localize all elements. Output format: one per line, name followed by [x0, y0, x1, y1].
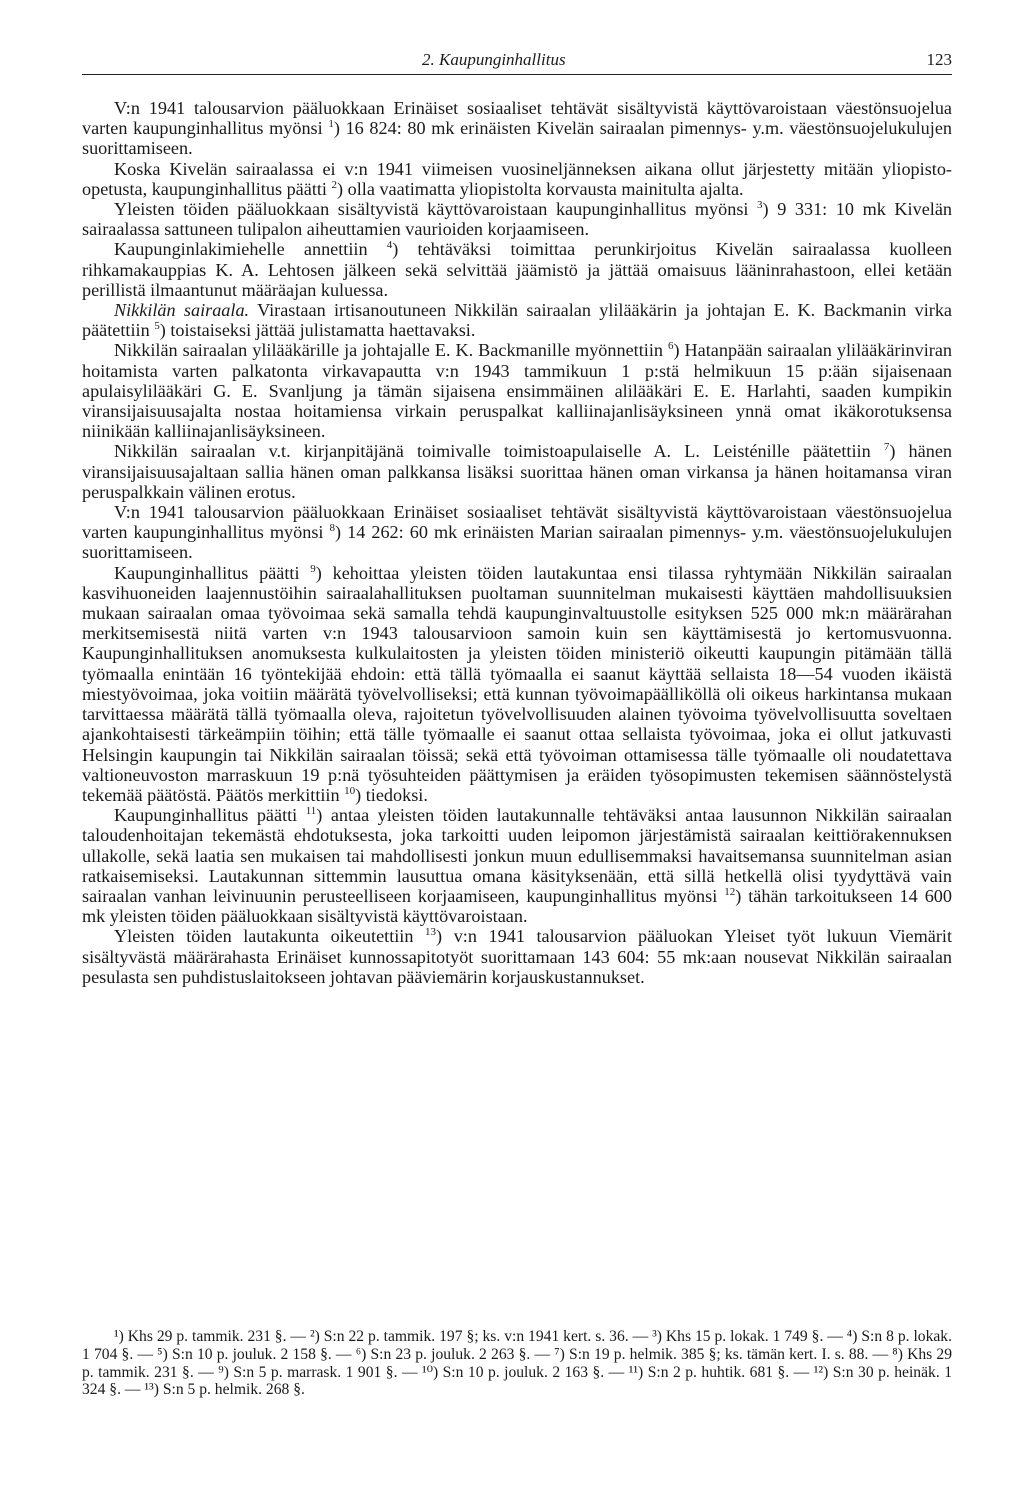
paragraph-text: ) tiedoksi.: [355, 784, 428, 805]
body-text: [82, 98, 952, 987]
paragraph-text: V:n 1941 talousarvion pääluokkaan Erinäiset sosiaaliset tehtävät sisältyvistä käyttövaroistaan väestönsuojelua varten kaupunginhallitus myönsi: [82, 502, 952, 543]
paragraph-text: ) 9 331: 10 mk Kivelän sairaalassa sattuneen tulipalon aiheuttamien vaurioiden korjaamiseen.: [82, 199, 952, 240]
paragraph-text: V:n 1941 talousarvion pääluokkaan Erinäiset sosiaaliset tehtävät sisältyvistä käyttövaroistaan väestönsuojelua varten kaupunginhallitus myönsi: [82, 98, 952, 139]
paragraph-text: Yleisten töiden lautakunta oikeutettiin: [114, 926, 426, 947]
paragraph: [82, 805, 952, 926]
paragraph: [82, 239, 952, 300]
paragraph-text: Kaupunginhallitus päätti: [114, 562, 311, 583]
page-header: [82, 50, 952, 75]
paragraph: [82, 300, 952, 340]
paragraph: [82, 926, 952, 987]
footnotes: [82, 1328, 952, 1399]
footnote-ref: 11: [305, 805, 317, 818]
paragraph-text: ) v:n 1941 talousarvion pääluokan Yleiset työt lukuun Viemärit sisältyvästä määrärahasta Erinäiset kunnossapitotyöt suorittamaan 143 604: 55 mk:aan nousevat Nikkilän sairaalan pesulasta sen puhdistuslaitokseen johtavan pääviemärin korjauskustannukset.: [82, 926, 952, 987]
footnote-ref: 6: [667, 340, 674, 353]
section-heading: Nikkilän sairaala.: [114, 300, 250, 321]
paragraph-text: ) olla vaatimatta yliopistolta korvausta mainitulta ajalta.: [337, 178, 744, 199]
paragraph: [82, 563, 952, 805]
footnote-ref: 4: [386, 239, 393, 252]
footnote-ref: 1: [328, 118, 334, 131]
footnote-ref: 9: [310, 562, 316, 575]
paragraph-text: Koska Kivelän sairaalassa ei v:n 1941 viimeisen vuosineljänneksen aikana ollut järjestetty mitään yliopisto-opetusta, kaupunginhallitus päätti: [82, 158, 952, 199]
paragraph: [82, 199, 952, 239]
footnote-ref: 10: [344, 784, 356, 797]
footnote-ref: 5: [154, 320, 160, 333]
paragraph: [82, 159, 952, 199]
paragraph-text: Nikkilän sairaalan v.t. kirjanpitäjänä toimivalle toimistoapulaiselle A. L. Leisténille päätettiin: [114, 441, 884, 462]
paragraph-text: Kaupunginlakimiehelle annettiin: [114, 239, 387, 260]
paragraph-text: ) tähän tarkoitukseen 14 600 mk yleisten töiden pääluokkaan sisältyvistä käyttövaroistaan.: [82, 885, 952, 927]
paragraph-text: ) Hatanpään sairaalan ylilääkärinviran hoitamista varten palkatonta virkavapautta v:n 1943 tammikuun 1 p:stä helmikuun 15 p:ään sijaisenaan apulaisylilääkäri G. E. Svanljung ja tämän sijaisena ensimmäinen alilääkäri E. E. Harlahti, saaden kumpikin viransijaisuusajalta nostaa hoitamiensa virkain peruspalkat kalliinajanlisäyksineen ynnä omat ikäkorotuksensa niinikään kalliinajanlisäyksineen.: [82, 340, 953, 442]
paragraph-text: Virastaan irtisanoutuneen Nikkilän sairaalan ylilääkärin ja johtajan E. K. Backmanin virka päätettiin: [82, 300, 952, 341]
footnote-ref: 7: [883, 441, 890, 454]
paragraph-text: Kaupunginhallitus päätti: [114, 805, 306, 826]
paragraph-text: ) hänen viransijaisuusajaltaan sallia hänen oman palkkansa lisäksi suorittaa hänen oman virkansa ja hänen hoitamansa viran peruspalkkain välinen erotus.: [82, 441, 952, 502]
paragraph-text: Yleisten töiden pääluokkaan sisältyvistä käyttövaroistaan kaupunginhallitus myönsi: [114, 199, 758, 220]
footnote-ref: 3: [757, 198, 763, 211]
paragraph: [82, 340, 952, 441]
paragraph: [82, 441, 952, 502]
footnote-ref: 8: [329, 522, 335, 535]
paragraph-text: ) 14 262: 60 mk erinäisten Marian sairaalan pimennys- y.m. väestönsuojelukulujen suorittamiseen.: [82, 522, 952, 563]
footnote-ref: 12: [724, 885, 736, 898]
paragraph: [82, 502, 952, 563]
paragraph-text: ) 16 824: 80 mk erinäisten Kivelän sairaalan pimennys- y.m. väestönsuojelukulujen suorittamiseen.: [82, 118, 952, 159]
footnote-ref: 2: [331, 178, 338, 191]
paragraph: [82, 98, 952, 159]
paragraph-text: ) antaa yleisten töiden lautakunnalle tehtäväksi antaa lausunnon Nikkilän sairaalan taloudenhoitajan tekemästä ehdotuksesta, joka tarkoitti uuden leipomon järjestämistä sairaalan keittiörakennuksen ullakolle, sekä laatia sen mukaisen tai mahdollisesti jonkun muun edullisemmaksi havaitsemansa suunnitelman asian ratkaisemiseksi. Lautakunnan sittemmin lausuttua omana käsityksenään, että sillä hetkellä olisi tyydyttävä vain sairaalan vanhan leivinuunin perusteelliseen korjaamiseen, kaupunginhallitus myönsi: [82, 805, 952, 906]
footnote-text: ¹) Khs 29 p. tammik. 231 §. — ²) S:n 22 p. tammik. 197 §; ks. v:n 1941 kert. s. 36. — ³) Khs 15 p. lokak. 1 749 §. — ⁴) S:n 8 p. lokak. 1 704 §. — ⁵) S:n 10 p. jouluk. 2 158 §. — ⁶) S:n 23 p. jouluk. 2 263 §. — ⁷) S:n 19 p. helmik. 385 §; ks. tämän kert. I. s. 88. — ⁸) Khs 29 p. tammik. 231 §. — ⁹) S:n 5 p. marrask. 1 901 §. — ¹⁰) S:n 10 p. jouluk. 2 163 §. — ¹¹) S:n 2 p. huhtik. 681 §. — ¹²) S:n 30 p. heinäk. 1 324 §. — ¹³) S:n 5 p. helmik. 268 §.: [82, 1328, 952, 1399]
page-number: 123: [926, 50, 952, 69]
paragraph-text: ) toistaiseksi jättää julistamatta haettavaksi.: [159, 320, 476, 341]
paragraph-text: ) kehoittaa yleisten töiden lautakuntaa ensi tilassa ryhtymään Nikkilän sairaalan kasvihuoneiden laajennustöihin sairaalahallituksen puoltaman suunnitelman mukaisesti käyttäen mahdollisuuksien mukaan sairaalan omaa työvoimaa sekä samalla tehdä kaupunginvaltuustolle esityksen 525 000 mk:n määrärahan merkitsemisestä niitä varten v:n 1943 talousarvioon samoin kuin sen käyttämisestä jo kertomusvuonna. Kaupunginhallituksen anomuksesta kulkulaitosten ja yleisten töiden ministeriö oikeutti kaupungin pitämään tällä työmaalla enintään 16 työntekijää ehdoin: että tällä työmaalla ei saanut käyttää sellaista 18—54 vuoden ikäistä miestyövoimaa, joka voitiin määrätä työvelvolliseksi; että kunnan työvoimapäälliköllä oli oikeus harkintansa mukaan tarvittaessa määrätä tällä työmaalla oleva, rajoitetun työvelvollisuuden alainen työvoima työvelvollisuutta soveltaen ajankohtaisesti tärkeämpiin töihin; että tälle työmaalle ei saanut ottaa sellaista työvoimaa, joka ei ollut jatkuvasti Helsingin kaupungin tai Nikkilän sairaalan töissä; sekä että työvoiman ottamisessa tälle työmaalle oli noudatettava valtioneuvoston marraskuun 19 p:nä työsuhteiden päättymisen ja eräiden työsopimusten tekemisen säännöstelystä tekemää päätöstä. Päätös merkittiin: [82, 562, 952, 805]
paragraph-text: ) tehtäväksi toimittaa perunkirjoitus Kivelän sairaalassa kuolleen rihkamakauppias K. A. Lehtosen jälkeen sekä selvittää jäämistö ja jättää omaisuus lääninrahastoon, ellei ketään perillistä ilmaantunut määräajan kuluessa.: [82, 239, 952, 300]
paragraph-text: Nikkilän sairaalan ylilääkärille ja johtajalle E. K. Backmanille myönnettiin: [114, 340, 668, 361]
footnote-ref: 13: [425, 926, 437, 939]
running-title: 2. Kaupunginhallitus: [422, 50, 566, 69]
